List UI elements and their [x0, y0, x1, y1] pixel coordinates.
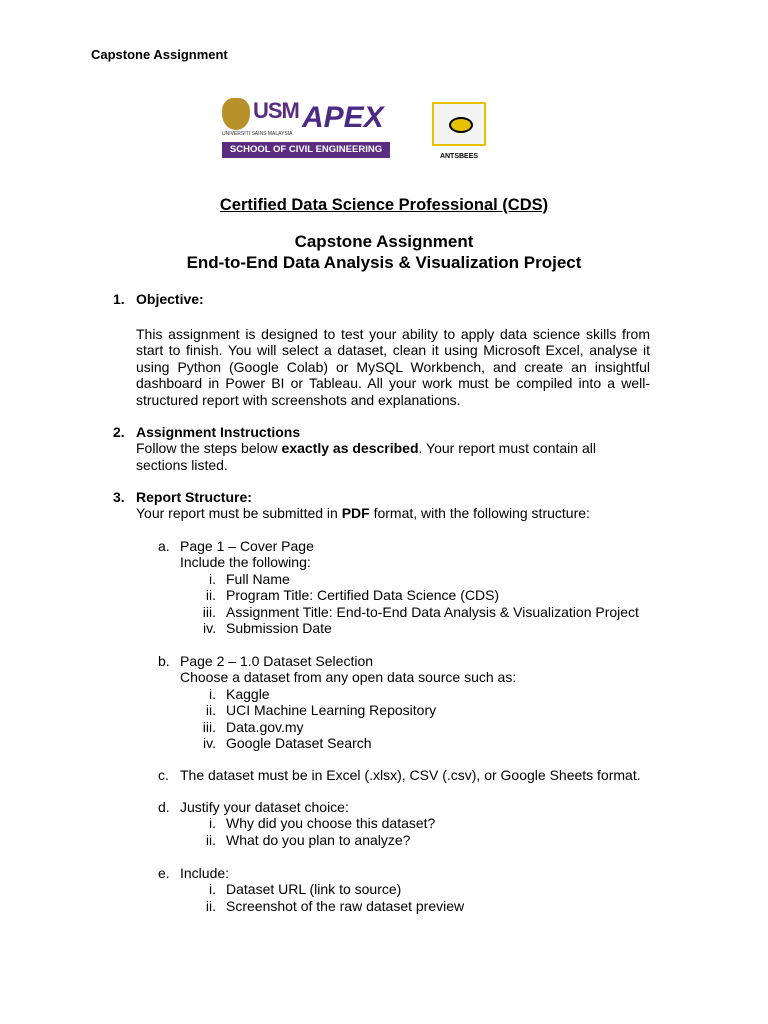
roman-numeral: iii.: [202, 718, 216, 735]
list-item-d-title: Justify your dataset choice:: [180, 799, 349, 815]
antsbees-logo: [428, 98, 490, 166]
roman-numeral: i.: [209, 685, 216, 702]
usm-crest-icon: [222, 98, 250, 130]
sub-list-item: What do you plan to analyze?: [226, 831, 411, 848]
roman-numeral: ii.: [205, 831, 216, 848]
list-item-a-intro: Include the following:: [180, 554, 311, 571]
list-letter-e: e.: [158, 865, 170, 881]
section-2: [136, 424, 650, 473]
section-2-number: 2.: [113, 424, 125, 440]
section-2-text: [136, 440, 650, 473]
roman-numeral: i.: [209, 815, 216, 832]
document-subtitle: [0, 231, 768, 273]
sub-list-item: Full Name: [226, 570, 290, 587]
text: . Your report must contain all sections listed.: [136, 440, 596, 473]
list-item-e-title: Include:: [180, 865, 230, 881]
sub-list-item: Data.gov.my: [226, 718, 304, 735]
section-2-heading: Assignment Instructions: [136, 424, 301, 440]
section-3-text: [136, 505, 650, 521]
objective-paragraph: This assignment is designed to test your ability to apply data science skills from start to finish. You will select a dataset, clean it using Microsoft Excel, analyse it using Python (Google Colab) or MySQL Workbench, and create an insightful dashboard in Power BI or Tableau. All your work must be compiled into a well-structured report with screenshots and explanations.: [136, 326, 650, 408]
roman-numeral: ii.: [205, 897, 216, 914]
sub-list-item: Dataset URL (link to source): [226, 881, 402, 898]
list-item-b-intro: Choose a dataset from any open data source such as:: [180, 669, 517, 686]
roman-numeral: i.: [209, 881, 216, 898]
antsbees-text: ANTSBEES: [439, 153, 479, 160]
sub-list-item: Google Dataset Search: [226, 735, 372, 751]
section-1-heading: Objective:: [136, 291, 204, 307]
text: Follow the steps below: [136, 440, 282, 457]
text: Your report must be submitted in: [136, 505, 342, 522]
usm-apex-logo: [222, 96, 392, 161]
subtitle-line-2: End-to-End Data Analysis & Visualization Project: [186, 253, 582, 272]
sub-list-item: Assignment Title: End-to-End Data Analysis & Visualization Project: [226, 603, 639, 620]
section-1-number: 1.: [113, 291, 125, 307]
text: format, with the following structure:: [369, 505, 590, 522]
usm-sub-text: UNIVERSITI SAINS MALAYSIA: [222, 131, 293, 137]
sub-list-item: UCI Machine Learning Repository: [226, 702, 437, 719]
section-3-heading: Report Structure:: [136, 489, 252, 505]
emphasis: exactly as described: [281, 440, 419, 457]
page-header: Capstone Assignment: [91, 47, 228, 62]
list-letter-d: d.: [158, 799, 170, 815]
sub-list-item: Program Title: Certified Data Science (CDS): [226, 587, 500, 604]
bee-icon: [432, 102, 486, 146]
roman-numeral: ii.: [205, 702, 216, 719]
document-title: Certified Data Science Professional (CDS): [219, 196, 549, 214]
sub-list-item: Screenshot of the raw dataset preview: [226, 897, 465, 914]
list-letter-c: c.: [158, 767, 169, 783]
subtitle-line-1: Capstone Assignment: [294, 232, 474, 251]
roman-numeral: iv.: [203, 735, 216, 751]
usm-logo-text: USM: [253, 98, 299, 123]
list-letter-a: a.: [158, 538, 170, 554]
roman-numeral: ii.: [205, 587, 216, 604]
list-item-c-title: The dataset must be in Excel (.xlsx), CSV (.csv), or Google Sheets format.: [180, 767, 641, 783]
list-item-a-title: Page 1 – Cover Page: [180, 538, 314, 554]
roman-numeral: iii.: [202, 603, 216, 620]
sub-list-item: Why did you choose this dataset?: [226, 815, 436, 832]
section-3: [136, 489, 650, 522]
roman-numeral: iv.: [203, 620, 216, 636]
section-3-number: 3.: [113, 489, 125, 505]
apex-logo-text: APEX: [302, 101, 384, 134]
school-banner: SCHOOL OF CIVIL ENGINEERING: [222, 142, 390, 158]
roman-numeral: i.: [209, 570, 216, 587]
list-item-b-title: Page 2 – 1.0 Dataset Selection: [180, 653, 374, 669]
sub-list-item: Kaggle: [226, 685, 270, 702]
emphasis: PDF: [341, 505, 370, 522]
sub-list-item: Submission Date: [226, 620, 332, 636]
list-letter-b: b.: [158, 653, 170, 669]
